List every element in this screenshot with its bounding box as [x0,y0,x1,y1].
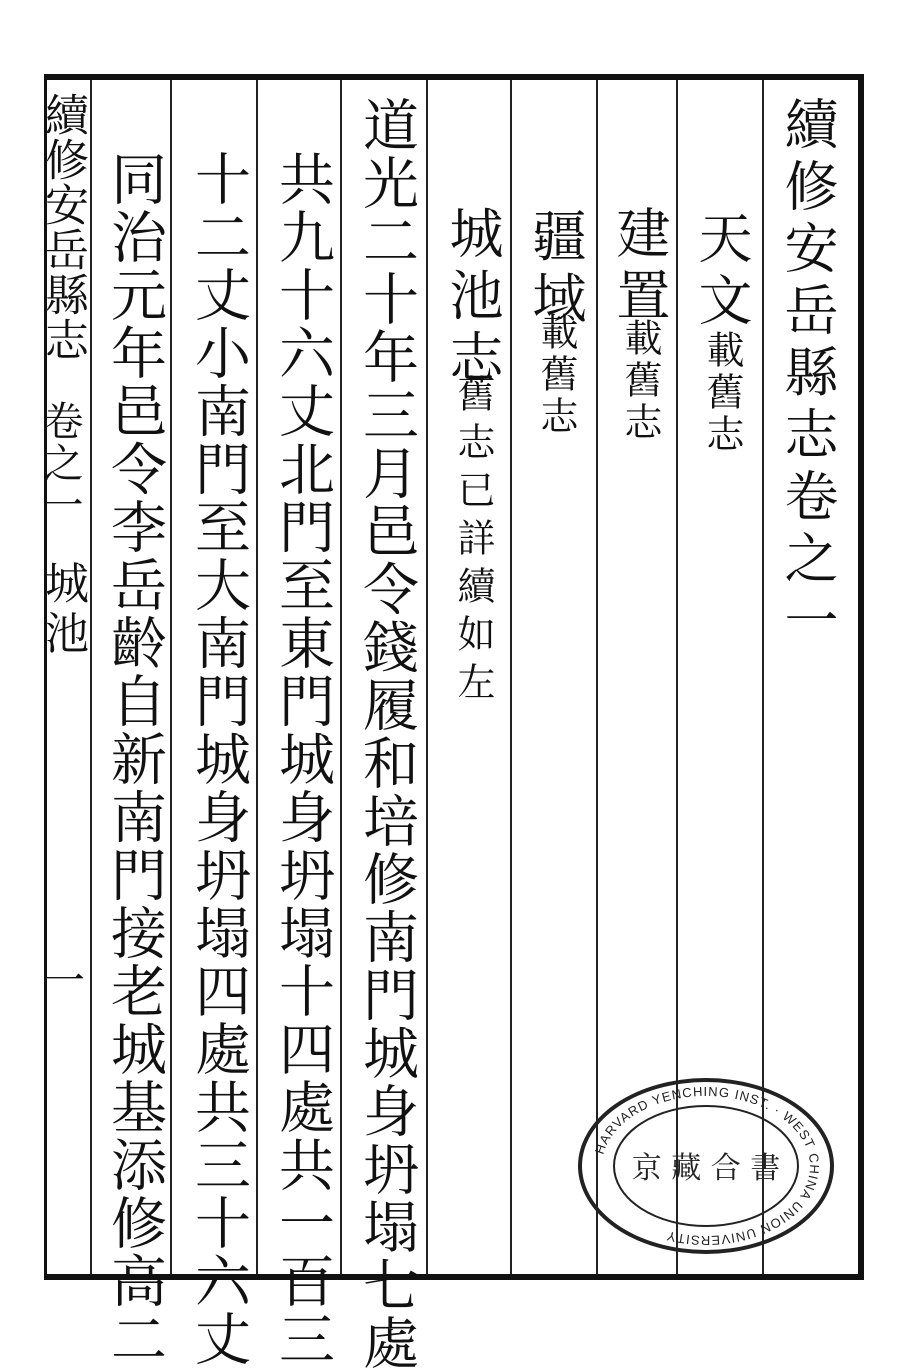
body-column-2: 共九十六丈北門至東門城身坍塌十四處共一百三 [270,150,335,1368]
library-seal-graphic [582,1082,830,1250]
body-column-4: 同治元年邑令李岳齡自新南門接老城基添修高二 [102,150,167,1368]
margin-section: 城池 [37,560,88,660]
column-divider [340,80,342,1274]
library-seal [578,1078,834,1254]
volume-title: 續修安岳縣志卷之一 [776,96,839,654]
column-divider [510,80,512,1274]
seal-outer-text: HARVARD YENCHING INST. · WEST CHINA UNION UNIVERSITY [591,1083,823,1249]
margin-page-number: 一 [37,958,86,1000]
section-note-city-walls: 舊志已詳續如左 [451,374,495,710]
column-divider [256,80,258,1274]
section-label-construction: 建置 [608,205,671,329]
section-label-territory: 疆域 [524,208,587,332]
body-column-1: 道光二十年三月邑令錢履和培修南門城身坍塌七處 [354,96,419,1372]
margin-book-title: 續修安岳縣志 [37,92,88,362]
section-note-construction: 載舊志 [618,318,662,444]
seal-inner-text: 京 藏 合 書 [631,1151,781,1186]
margin-volume: 卷之一 [37,400,83,526]
body-column-3: 十二丈小南門至大南門城身坍塌四處共三十六丈 [186,150,251,1368]
section-label-city-walls: 城池志 [441,205,504,391]
column-divider [170,80,172,1274]
section-note-territory: 載舊志 [534,312,578,438]
section-note-astronomy: 載舊志 [700,330,744,456]
section-label-astronomy: 天文 [690,210,753,334]
column-divider [426,80,428,1274]
column-divider [90,80,92,1274]
